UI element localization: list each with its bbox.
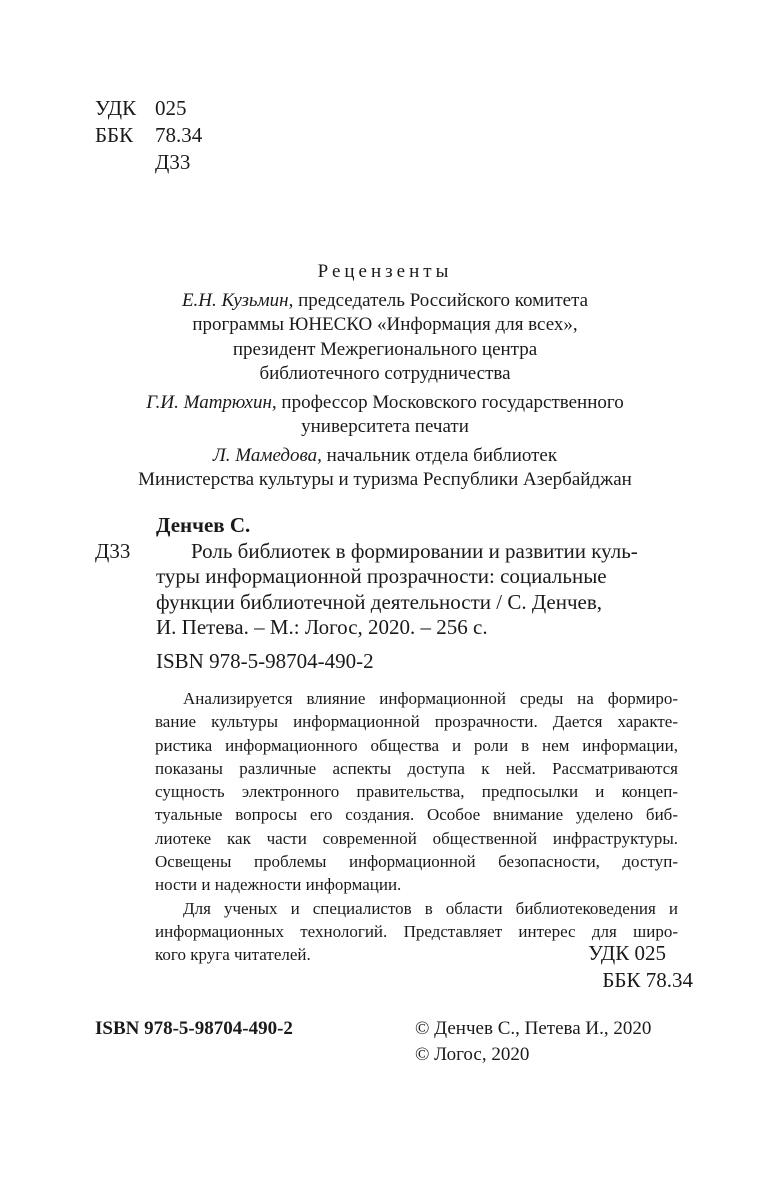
- abstract-p1-line: туальные вопросы его создания. Особое внимание уделено биб-: [155, 805, 678, 825]
- biblio-line-1: Роль библиотек в формировании и развитии куль-: [191, 538, 638, 563]
- bbk-label: ББК: [95, 123, 134, 147]
- reviewers-title: Рецензенты: [317, 261, 453, 282]
- biblio-line-2: туры информационной прозрачности: социальные: [156, 564, 607, 588]
- udk-label: УДК: [95, 96, 137, 120]
- reviewer-3-line1: начальник отдела библиотек: [321, 444, 558, 466]
- abstract-p2-line: информационных технологий. Представляет интерес для широ-: [155, 921, 678, 941]
- abstract-p2-line: Для ученых и специалистов в области библиотековедения и: [183, 898, 678, 918]
- copyright-publisher: © Логос, 2020: [415, 1044, 530, 1065]
- biblio-isbn: ISBN 978-5-98704-490-2: [156, 648, 374, 673]
- bbk-value: 78.34: [155, 123, 203, 147]
- abstract-paragraph-1: [155, 687, 678, 897]
- abstract-p1-line: сущность электронного правительства, предпосылки и концеп-: [155, 782, 678, 802]
- reviewer-1-line3: президент Межрегионального центра: [232, 338, 538, 360]
- abstract-p2-line: кого круга читателей.: [155, 945, 311, 965]
- author-mark: Д33: [155, 150, 191, 174]
- reviewer-1-line1: , председатель Российского комитета: [288, 289, 589, 311]
- reviewer-3-line2: Министерства культуры и туризма Республики Азербайджан: [138, 469, 632, 490]
- abstract-p1-line: Освещены проблемы информационной безопасности, доступ-: [155, 852, 678, 872]
- author-code: Д33: [95, 538, 131, 563]
- abstract-p1-line: показаны различные аспекты доступа к ней. Рассматриваются: [155, 758, 678, 778]
- reviewer-2-name: Г.И. Матрюхин,: [146, 391, 277, 413]
- classification-bottom: [588, 940, 693, 994]
- author-heading: Денчев С.: [156, 513, 251, 537]
- reviewer-3-name: Л. Мамедова,: [212, 444, 322, 466]
- bottom-udk: УДК 025: [588, 941, 666, 965]
- udk-value: 025: [155, 96, 187, 120]
- reviewer-1-line2: программы ЮНЕСКО «Информация для всех»,: [192, 314, 578, 335]
- bottom-bbk: ББК 78.34: [602, 968, 693, 992]
- abstract: [155, 687, 678, 967]
- reviewer-1: [80, 289, 690, 387]
- footer-isbn: ISBN 978-5-98704-490-2: [95, 1018, 293, 1039]
- abstract-p1-line: лиотеке как части современной общественной инфраструктуры.: [155, 828, 678, 848]
- copyright-block: [415, 1016, 651, 1068]
- biblio-line-3: функции библиотечной деятельности / С. Денчев,: [156, 589, 603, 614]
- reviewer-1-name: Е.Н. Кузьмин: [181, 289, 289, 311]
- reviewer-1-line4: библиотечного сотрудничества: [259, 363, 511, 384]
- abstract-p1-line: ристика информационного общества и роли в нем информации,: [155, 735, 678, 755]
- bbk-row: [95, 122, 202, 149]
- author-mark-row: [95, 149, 202, 176]
- reviewer-2: [80, 391, 690, 440]
- abstract-p1-line: ности и надежности информации.: [155, 875, 402, 895]
- udk-row: [95, 95, 202, 122]
- abstract-p1-line: Анализируется влияние информационной среды на формиро-: [183, 689, 678, 708]
- classification-top: [95, 95, 202, 176]
- reviewer-2-line1: профессор Московского государственного: [276, 391, 624, 413]
- abstract-p1-line: вание культуры информационной прозрачности. Дается характе-: [155, 712, 678, 732]
- copyright-authors: © Денчев С., Петева И., 2020: [415, 1018, 652, 1039]
- bibliographic-record: [95, 513, 685, 674]
- biblio-line-4: И. Петева. – М.: Логос, 2020. – 256 с.: [156, 615, 488, 639]
- bibliographic-description: [156, 539, 685, 641]
- reviewer-2-line2: университета печати: [301, 416, 469, 437]
- reviewer-3: [80, 444, 690, 493]
- reviewers-section: [80, 260, 690, 497]
